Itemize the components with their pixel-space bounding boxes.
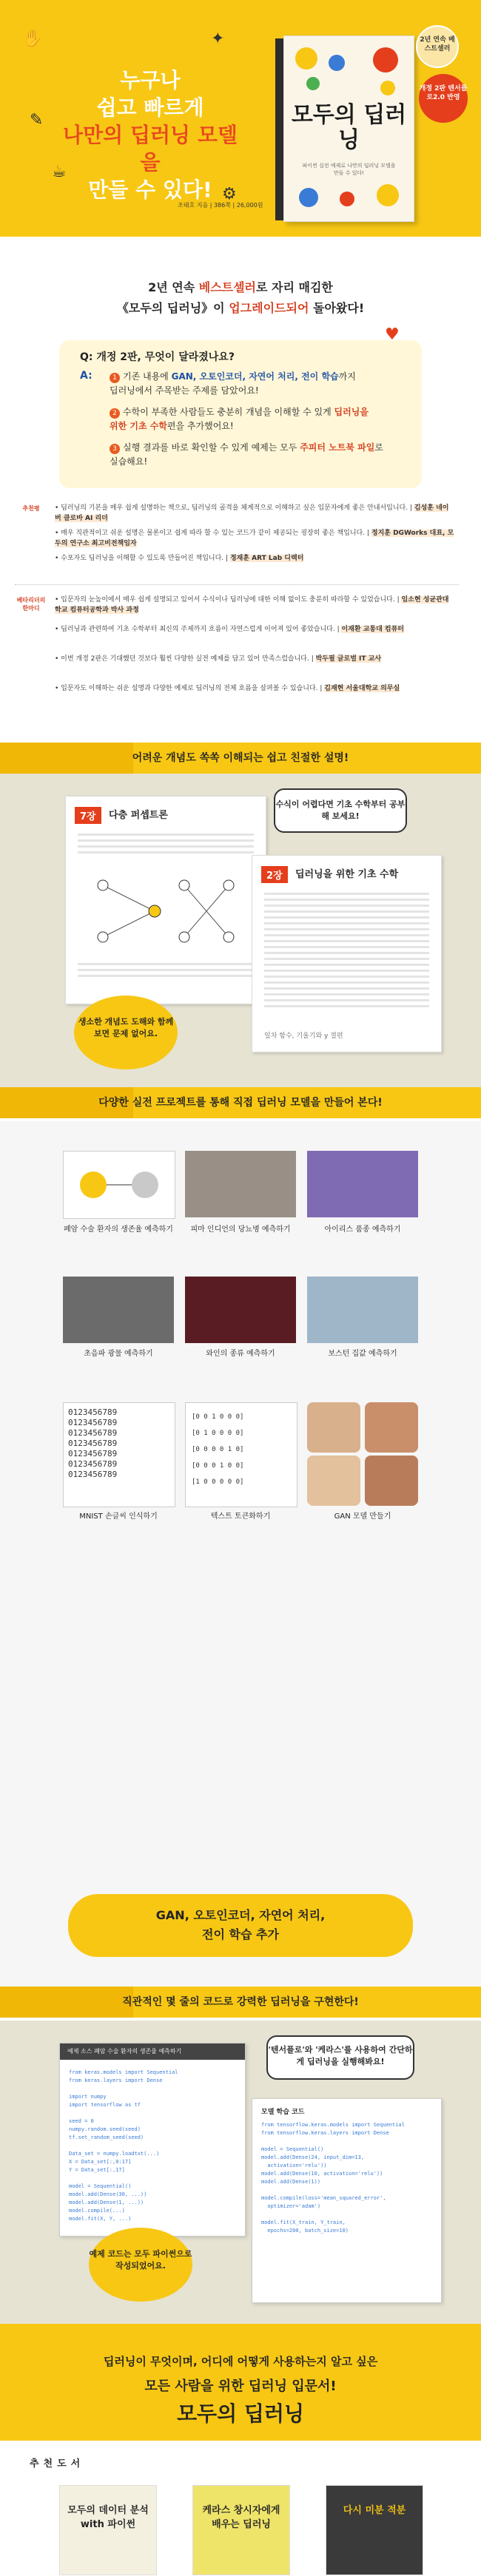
gear-icon: ⚙	[222, 185, 237, 203]
code-card-title: 예제 소스 폐암 수술 환자의 생존율 예측하기	[60, 2043, 245, 2060]
intro-headline: 2년 연속 베스트셀러로 자리 매김한 《모두의 딥러닝》이 업그레이드되어 돌아왔다!	[116, 280, 365, 315]
tile-caption: GAN 모델 만들기	[334, 1512, 391, 1521]
tile-caption: 피마 인디언의 당뇨병 예측하기	[190, 1226, 291, 1234]
tile-caption: 초음파 광물 예측하기	[84, 1350, 153, 1358]
hero-title-line: 누구나	[120, 68, 181, 92]
beta-4: • 입문자도 이해하는 쉬운 설명과 다양한 예제로 딥러닝의 전체 흐름을 살펴볼 수 있습니다. | 김재현 서울대학교 의무실	[55, 685, 400, 692]
closing-answer: 모든 사람을 위한 딥러닝 입문서!	[144, 2379, 337, 2394]
rec-book-1[interactable]	[59, 2485, 157, 2575]
chapter-title: 다층 퍼셉트론	[109, 810, 168, 821]
code-card-2	[252, 2098, 442, 2303]
rec-book-2[interactable]	[192, 2485, 290, 2575]
recommend-2: • 매우 직관적이고 쉬운 설명은 물론이고 쉽게 따라 할 수 있는 코드가 같이 제공되는 굉장히 좋은 책입니다. | 정지훈 DGWorks 대표, 모두의 연구소 최고비전책임자	[55, 530, 454, 547]
answer-item-1: 1 기존 내용에 GAN, 오토인코더, 자연어 처리, 전이 학습까지 딥러닝에서 주목받는 주제를 담았어요!	[110, 371, 356, 396]
author-info: 조태호 지음 | 386쪽 | 26,000원	[178, 202, 263, 209]
tile-caption: 와인의 종류 예측하기	[206, 1350, 275, 1358]
code-block: from keras.models import Sequential from keras.layers import Dense import numpy import tensorflow as tf seed = 0 numpy.random.seed(seed) tf.set_random_seed(seed) Data_set = numpy.loadtxt(...) X = Data_set[:,0:17] Y = Data_set[:,17] model = Sequential() model.add(Dense(30, ...)) model.add(Dense(1, ...)) model.compile(...) model.fit(X, Y, ...)	[69, 2069, 178, 2222]
tile-wine	[185, 1277, 296, 1343]
beta-2: • 딥러닝과 관련하여 기초 수학부터 최신의 주제까지 흐름이 자연스럽게 이어져 있어 좋았습니다. | 이재환 교통대 컴퓨터	[55, 626, 404, 633]
qa-box	[59, 340, 422, 488]
speech-keras: '텐서플로'와 '케라스'를 사용하여 간단하게 딥러닝을 실행해봐요!	[266, 2035, 414, 2080]
closing-question: 딥러닝이 무엇이며, 어디에 어떻게 사용하는지 알고 싶은	[103, 2355, 378, 2368]
section2-title: 다양한 실전 프로젝트를 통해 직접 딥러닝 모델을 만들어 본다!	[98, 1097, 383, 1109]
edition-badge: 개정 2판 텐서플로2.0 반영	[419, 74, 468, 123]
section3	[0, 2021, 481, 2324]
result-line: 전이 학습 추가	[202, 1927, 279, 1941]
callout-python: 예제 코드는 모두 파이썬으로 작성되었어요.	[89, 2228, 192, 2302]
section3-title: 직관적인 몇 줄의 코드로 강력한 딥러닝을 구현한다!	[122, 1996, 359, 2008]
rec-book-title: 다시 미분 적분	[343, 2505, 406, 2516]
chapter-title: 딥러닝을 위한 기초 수학	[295, 869, 399, 880]
beta-3: • 이번 개정 2판은 기대했던 것보다 훨씬 다양한 실전 예제를 담고 있어 만족스럽습니다. | 박두필 글로벌 IT 교사	[55, 655, 382, 663]
section1	[0, 774, 481, 1087]
rec-books-section	[0, 2441, 481, 2576]
intro-section	[0, 237, 481, 740]
beta-label: 베타리더의 한마디	[16, 597, 46, 612]
answer-label: A:	[80, 370, 92, 382]
section2	[0, 1121, 481, 1987]
section1-banner	[0, 743, 481, 774]
perceptron-diagram	[88, 871, 243, 952]
cup-icon: ☕	[52, 163, 67, 181]
robot-hand-icon: ✋	[22, 30, 43, 48]
section2-banner	[0, 1087, 481, 1118]
section1-title: 어려운 개념도 쏙쏙 이해되는 쉽고 친절한 설명!	[132, 752, 349, 764]
recommend-3: • 수포자도 딥러닝을 이해할 수 있도록 만들어진 책입니다. | 정재훈 ART Lab 디렉터	[55, 555, 304, 562]
speech-math: 수식이 어렵다면 기초 수학부터 공부해 보세요!	[274, 788, 407, 833]
recommend-1: • 딥러닝의 기본을 매우 쉽게 설명하는 책으로, 딥러닝의 골격을 체계적으로 이해하고 싶은 입문자에게 좋은 안내서입니다. | 김성훈 네이버 클로바 AI 리더	[55, 504, 449, 522]
result-line: GAN, 오토인코더, 자연어 처리,	[155, 1908, 326, 1922]
hero-title-line: 쉽고 빠르게	[96, 95, 204, 120]
closing-brand: 모두의 딥러닝	[176, 2401, 305, 2426]
tile-gan	[307, 1402, 418, 1506]
tile-mnist: 0123456789 0123456789 0123456789 0123456789 0123456789 0123456789 0123456789	[63, 1402, 175, 1507]
card-mlp	[65, 796, 266, 1004]
tile-boston	[307, 1277, 418, 1343]
callout-diagram: 생소한 개념도 도해와 함께 보면 문제 없어요.	[74, 995, 178, 1069]
book-title: 모두의 딥러닝	[291, 102, 407, 153]
beta-1: • 입문자의 눈높이에서 매우 쉽게 설명되고 있어서 수식이나 딥러닝에 대한 이해 없이도 충분히 따라할 수 있었습니다. | 임소현 성균관대학교 컴퓨터공학과 박사 과정	[55, 596, 449, 614]
question: Q: 개정 2판, 무엇이 달라졌나요?	[80, 351, 235, 363]
answer-item-3: 3 실행 결과를 바로 확인할 수 있게 예제는 모두 주피터 노트북 파일로 실습해요!	[110, 442, 383, 467]
card2-footer: 일차 함수, 기울기와 y 절편	[264, 1032, 343, 1040]
tile-caption: 텍스트 토큰화하기	[210, 1512, 271, 1521]
rec-book-title: 케라스 창시자에게 배우는 딥러닝	[202, 2505, 280, 2530]
code-card-title: 모델 학습 코드	[261, 2109, 305, 2116]
code-block: from tensorflow.keras.models import Sequential from tensorflow.keras.layers import Dense model = Sequential() model.add(Dense(24, input_dim=13, activation='relu')) model.add(Dense(10, activation='relu')) model.add(Dense(1)) model.compile(loss='mean_squared_error', optimizer='adam') model.fit(X_train, Y_train, epochs=200, batch_size=10)	[261, 2122, 405, 2234]
tile-caption: MNIST 손글씨 인식하기	[79, 1512, 158, 1521]
heart-icon: ♥	[385, 325, 400, 344]
tile-caption: 폐암 수술 환자의 생존율 예측하기	[64, 1226, 173, 1234]
book-subtitle: 파이썬 실전 예제로 나만의 딥러닝 모델을 만들 수 있다!	[302, 163, 396, 176]
chapter-number: 2장	[261, 866, 288, 883]
rec-books-label: 추천도서	[30, 2458, 85, 2469]
tile-sonar	[63, 1277, 174, 1343]
rocket-icon: ✦	[211, 30, 225, 48]
divider	[15, 584, 459, 586]
tile-lung	[63, 1151, 175, 1219]
hero-title	[58, 67, 243, 203]
tile-pima	[185, 1151, 296, 1217]
result-banner	[68, 1894, 413, 1957]
bestseller-badge: 2년 연속 베스트셀러	[416, 25, 459, 68]
book-cover	[283, 36, 414, 222]
section3-banner	[0, 1987, 481, 2018]
tile-iris	[307, 1151, 418, 1217]
hero-section	[0, 0, 481, 237]
card-math	[252, 855, 442, 1052]
tile-token: [0 0 1 0 0 0] [0 1 0 0 0 0] [0 0 0 0 1 0] [0 0 0 1 0 0] [1 0 0 0 0 0]	[185, 1402, 297, 1507]
rec-book-title: 모두의 데이터 분석 with 파이썬	[67, 2505, 149, 2530]
hero-title-line: 만들 수 있다!	[88, 178, 212, 202]
tile-caption: 아이리스 품종 예측하기	[324, 1226, 401, 1234]
recommend-label: 추천평	[22, 505, 40, 512]
rec-book-3[interactable]	[326, 2485, 423, 2575]
code-card-1	[59, 2043, 246, 2237]
hero-title-line: 나만의 딥러닝 모델을	[63, 123, 238, 175]
answer-item-2: 2 수학이 부족한 사람들도 충분히 개념을 이해할 수 있게 딥러닝을 위한 기초 수학편을 추가했어요!	[110, 407, 369, 431]
tile-caption: 보스턴 집값 예측하기	[328, 1350, 397, 1358]
pen-icon: ✎	[30, 111, 44, 129]
chapter-number: 7장	[75, 807, 101, 824]
